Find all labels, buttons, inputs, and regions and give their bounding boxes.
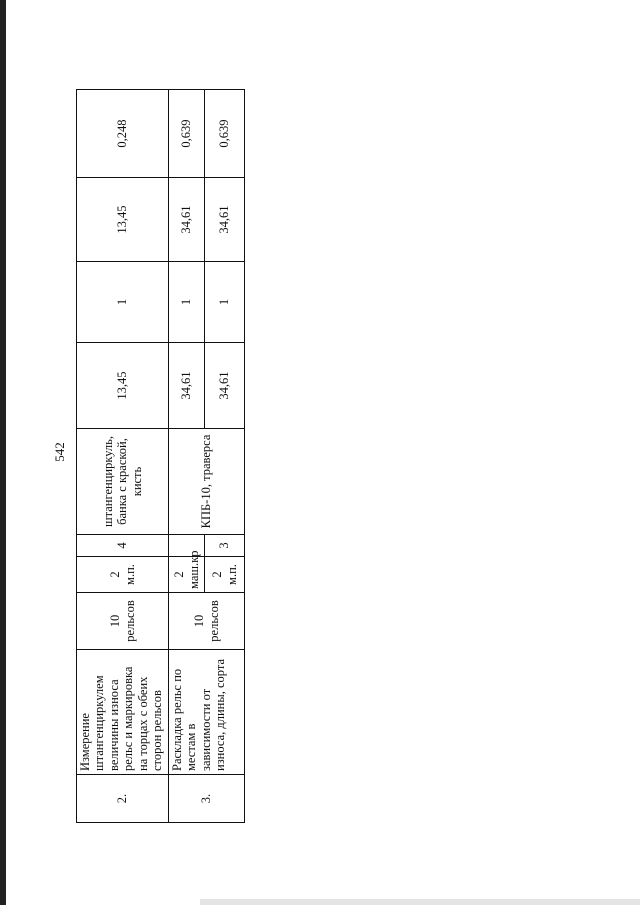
page-number: 542 — [52, 442, 67, 462]
total-cell: 0,248 — [77, 90, 169, 178]
tools-cell: штангенциркуль, банка с краской, кисть — [77, 429, 169, 535]
workers-cell: 2 маш.кр — [169, 557, 205, 593]
grade-cell: 4 — [77, 535, 169, 557]
total-cell: 0,639 — [205, 90, 245, 178]
time-cell: 13,45 — [77, 343, 169, 429]
quantity-cell: 10 рельсов — [169, 593, 245, 650]
operation-cell: Измерение штангенциркулем величины износа рельс и маркировка на торцах с обеих сторон рельсов — [77, 650, 169, 775]
time-total-cell: 13,45 — [77, 178, 169, 262]
workers-cell: 2 м.п. — [205, 557, 245, 593]
scan-edge — [0, 0, 6, 905]
row-number: 2. — [77, 775, 169, 823]
grade-cell: 3 — [205, 535, 245, 557]
row-number: 3. — [169, 775, 245, 823]
quantity-cell: 10 рельсов — [77, 593, 169, 650]
time-cell: 34,61 — [205, 343, 245, 429]
operation-cell: Раскладка рельс по местам в зависимости от износа, длины, сорта — [169, 650, 245, 775]
table-row-2 — [77, 90, 169, 823]
tools-cell: КПБ-10, траверса — [169, 429, 245, 535]
time-total-cell: 34,61 — [169, 178, 205, 262]
coef-cell: 1 — [169, 262, 205, 343]
time-total-cell: 34,61 — [205, 178, 245, 262]
norm-table — [76, 89, 245, 823]
workers-cell: 2 м.п. — [77, 557, 169, 593]
coef-cell: 1 — [205, 262, 245, 343]
coef-cell: 1 — [77, 262, 169, 343]
scan-bottom-edge — [200, 899, 640, 905]
rotated-table — [76, 90, 244, 823]
norm-table-container — [76, 90, 244, 823]
table-row-3a — [169, 90, 205, 823]
total-cell: 0,639 — [169, 90, 205, 178]
time-cell: 34,61 — [169, 343, 205, 429]
